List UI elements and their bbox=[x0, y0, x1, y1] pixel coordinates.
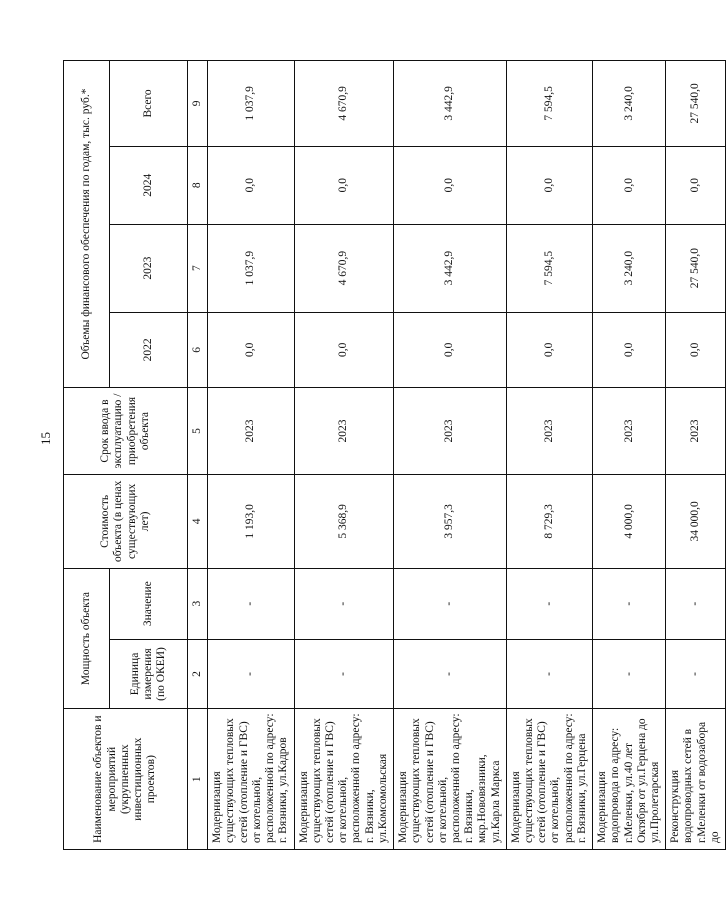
header-financing: Объемы финансового обеспечения по годам, тыс. руб.* bbox=[64, 61, 110, 388]
row-cost: 4 000,0 bbox=[593, 474, 666, 568]
row-value: - bbox=[294, 568, 394, 639]
row-unit: - bbox=[208, 639, 294, 709]
row-2024: 0,0 bbox=[294, 146, 394, 224]
row-2024: 0,0 bbox=[506, 146, 592, 224]
row-term: 2023 bbox=[593, 388, 666, 475]
row-2022: 0,0 bbox=[593, 312, 666, 387]
row-value: - bbox=[666, 568, 726, 639]
header-value: Значение bbox=[110, 568, 188, 639]
row-cost: 1 193,0 bbox=[208, 474, 294, 568]
header-capacity: Мощность объекта bbox=[64, 568, 110, 709]
row-name: Модернизация водопровода по адресу: г.Меленки, ул.40 лет Октября от ул.Герцена до ул.Пролетарская bbox=[593, 709, 666, 850]
row-cost: 5 368,9 bbox=[294, 474, 394, 568]
header-cost: Стоимость объекта (в ценах существующих лет) bbox=[64, 474, 188, 568]
row-total: 4 670,9 bbox=[294, 61, 394, 147]
header-2022: 2022 bbox=[110, 312, 188, 387]
row-name: Модернизация существующих тепловых сетей (отопление и ГВС) от котельной, расположенной по адресу: г. Вязники, ул.Герцена bbox=[506, 709, 592, 850]
row-unit: - bbox=[506, 639, 592, 709]
row-2022: 0,0 bbox=[506, 312, 592, 387]
row-term: 2023 bbox=[506, 388, 592, 475]
col-number: 6 bbox=[188, 312, 208, 387]
col-number: 4 bbox=[188, 474, 208, 568]
row-cost: 8 729,3 bbox=[506, 474, 592, 568]
col-number: 8 bbox=[188, 146, 208, 224]
row-unit: - bbox=[394, 639, 507, 709]
row-name: Модернизация существующих тепловых сетей (отопление и ГВС) от котельной, расположенной по адресу: г. Вязники, ул.Кадров bbox=[208, 709, 294, 850]
row-2024: 0,0 bbox=[593, 146, 666, 224]
header-2024: 2024 bbox=[110, 146, 188, 224]
row-2023: 27 540,0 bbox=[666, 224, 726, 312]
page-number: 15 bbox=[38, 432, 53, 445]
row-name: Реконструкция водопроводных сетей в г.Меленки от водозабора до bbox=[666, 709, 726, 850]
row-cost: 3 957,3 bbox=[394, 474, 507, 568]
table-row bbox=[294, 61, 394, 850]
col-number: 7 bbox=[188, 224, 208, 312]
row-2022: 0,0 bbox=[666, 312, 726, 387]
row-2023: 3 240,0 bbox=[593, 224, 666, 312]
row-total: 3 442,9 bbox=[394, 61, 507, 147]
row-total: 27 540,0 bbox=[666, 61, 726, 147]
col-number: 1 bbox=[188, 709, 208, 850]
row-term: 2023 bbox=[394, 388, 507, 475]
row-unit: - bbox=[294, 639, 394, 709]
row-2023: 3 442,9 bbox=[394, 224, 507, 312]
row-total: 3 240,0 bbox=[593, 61, 666, 147]
row-2023: 7 594,5 bbox=[506, 224, 592, 312]
row-2022: 0,0 bbox=[208, 312, 294, 387]
row-value: - bbox=[593, 568, 666, 639]
col-number: 5 bbox=[188, 388, 208, 475]
row-2023: 4 670,9 bbox=[294, 224, 394, 312]
row-value: - bbox=[506, 568, 592, 639]
table-row bbox=[593, 61, 666, 850]
row-total: 1 037,9 bbox=[208, 61, 294, 147]
financing-table bbox=[63, 60, 726, 850]
row-term: 2023 bbox=[294, 388, 394, 475]
row-2024: 0,0 bbox=[394, 146, 507, 224]
table-row bbox=[666, 61, 726, 850]
row-2024: 0,0 bbox=[208, 146, 294, 224]
header-2023: 2023 bbox=[110, 224, 188, 312]
row-2022: 0,0 bbox=[294, 312, 394, 387]
row-name: Модернизация существующих тепловых сетей (отопление и ГВС) от котельной, расположенной по адресу: г. Вязники, мкр.Нововязники, ул.Карла Маркса bbox=[394, 709, 507, 850]
row-unit: - bbox=[593, 639, 666, 709]
row-name: Модернизация существующих тепловых сетей (отопление и ГВС) от котельной, расположенной по адресу: г. Вязники, ул.Комсомольская bbox=[294, 709, 394, 850]
row-unit: - bbox=[666, 639, 726, 709]
header-unit: Единица измерения (по ОКЕИ) bbox=[110, 639, 188, 709]
row-2023: 1 037,9 bbox=[208, 224, 294, 312]
row-2022: 0,0 bbox=[394, 312, 507, 387]
row-value: - bbox=[208, 568, 294, 639]
header-total: Всего bbox=[110, 61, 188, 147]
row-value: - bbox=[394, 568, 507, 639]
table-row bbox=[506, 61, 592, 850]
col-number: 2 bbox=[188, 639, 208, 709]
row-total: 7 594,5 bbox=[506, 61, 592, 147]
col-number: 9 bbox=[188, 61, 208, 147]
document-table-rotated bbox=[63, 60, 721, 850]
row-2024: 0,0 bbox=[666, 146, 726, 224]
row-term: 2023 bbox=[208, 388, 294, 475]
row-cost: 34 000,0 bbox=[666, 474, 726, 568]
row-term: 2023 bbox=[666, 388, 726, 475]
col-number: 3 bbox=[188, 568, 208, 639]
header-term: Срок ввода в эксплуатацию / приобретения объекта bbox=[64, 388, 188, 475]
header-name: Наименование объектов и мероприятий (укрупненных инвестиционных проектов) bbox=[64, 709, 188, 850]
table-row bbox=[394, 61, 507, 850]
table-row bbox=[208, 61, 294, 850]
